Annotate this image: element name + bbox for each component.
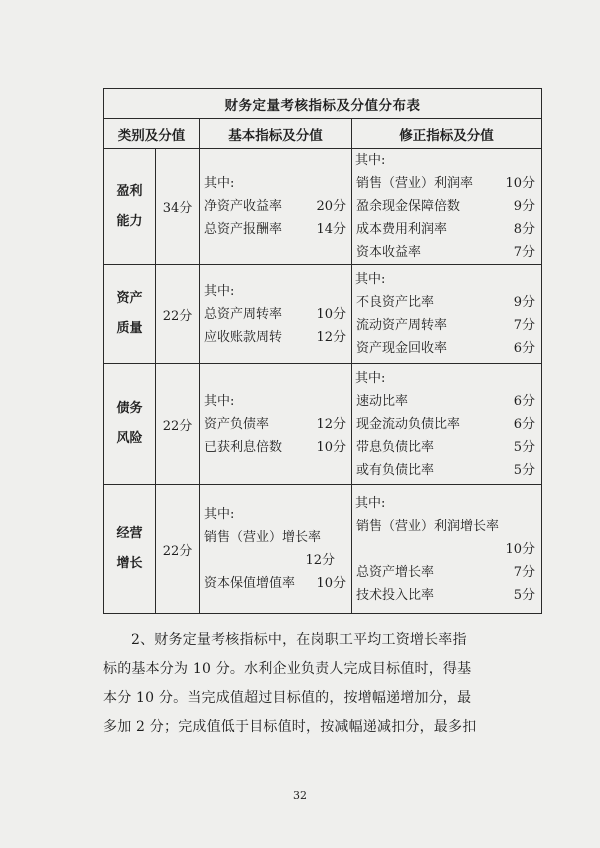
indicator-name: 总资产周转率 bbox=[204, 306, 283, 322]
table-row bbox=[104, 265, 542, 364]
indicator-value: 5分 bbox=[513, 439, 535, 455]
paragraph-line: 多加 2 分；完成值低于目标值时，按减幅递减扣分，最多扣 bbox=[103, 719, 477, 735]
modified-cell bbox=[352, 364, 542, 485]
indicator-name: 净资产收益率 bbox=[204, 199, 283, 214]
indicator-name: 应收账款周转 bbox=[204, 329, 283, 345]
basic-item bbox=[204, 218, 351, 241]
mod-item bbox=[352, 172, 541, 195]
basic-item bbox=[204, 572, 351, 595]
indicator-name: 销售（营业）利润率 bbox=[356, 176, 474, 191]
indicator-name: 现金流动负债比率 bbox=[356, 416, 461, 432]
mod-item bbox=[352, 218, 541, 241]
header-modified: 修正指标及分值 bbox=[352, 119, 542, 149]
mod-item bbox=[352, 584, 541, 607]
mod-item bbox=[352, 337, 541, 360]
basic-intro: 其中: bbox=[204, 283, 235, 299]
basic-item bbox=[204, 436, 351, 459]
mod-item bbox=[352, 195, 541, 218]
score-cell: 22分 bbox=[156, 364, 200, 485]
mod-item-name: 销售（营业）利润增长率 bbox=[356, 518, 500, 534]
table-row bbox=[104, 485, 542, 614]
score-cell: 34分 bbox=[156, 149, 200, 265]
mod-item bbox=[352, 314, 541, 337]
mod-item bbox=[352, 561, 541, 584]
category-line: 盈利 bbox=[116, 183, 143, 199]
indicator-value: 5分 bbox=[513, 587, 535, 603]
indicator-name: 带息负债比率 bbox=[356, 439, 435, 455]
modified-cell bbox=[352, 485, 542, 614]
category-line: 债务 bbox=[116, 401, 143, 416]
score-cell: 22分 bbox=[156, 485, 200, 614]
basic-cell bbox=[200, 265, 352, 364]
indicator-name: 资产负债率 bbox=[204, 416, 270, 432]
indicator-name: 速动比率 bbox=[356, 393, 409, 409]
mod-intro: 其中: bbox=[355, 272, 386, 287]
category-line: 能力 bbox=[116, 213, 143, 229]
basic-intro: 其中: bbox=[204, 507, 235, 522]
score-cell: 22分 bbox=[156, 265, 200, 364]
indicator-value: 20分 bbox=[316, 199, 346, 214]
mod-item bbox=[352, 291, 541, 314]
category-line: 风险 bbox=[116, 431, 143, 446]
mod-item bbox=[352, 241, 541, 264]
indicator-value: 8分 bbox=[513, 222, 535, 237]
category-cell bbox=[104, 265, 156, 364]
category-line: 增长 bbox=[116, 556, 143, 571]
indicator-name: 流动资产周转率 bbox=[356, 318, 448, 333]
basic-item bbox=[204, 195, 351, 218]
mod-item bbox=[352, 459, 541, 482]
basic-cell bbox=[200, 149, 352, 265]
indicator-name: 盈余现金保障倍数 bbox=[356, 199, 461, 214]
indicator-value: 6分 bbox=[513, 341, 535, 356]
mod-item bbox=[352, 413, 541, 436]
basic-item-name: 销售（营业）增长率 bbox=[204, 530, 322, 545]
indicator-value: 7分 bbox=[513, 564, 535, 580]
modified-cell bbox=[352, 149, 542, 265]
basic-item-value: 12分 bbox=[305, 553, 335, 568]
indicator-value: 10分 bbox=[316, 306, 346, 322]
indicator-value: 12分 bbox=[316, 329, 346, 345]
body-paragraph bbox=[103, 626, 543, 742]
indicator-name: 或有负债比率 bbox=[356, 462, 435, 478]
indicator-value: 10分 bbox=[316, 576, 346, 591]
category-line: 质量 bbox=[116, 321, 143, 336]
indicator-value: 9分 bbox=[513, 199, 535, 214]
modified-cell bbox=[352, 265, 542, 364]
basic-item bbox=[204, 413, 351, 436]
indicator-name: 资本收益率 bbox=[356, 245, 422, 260]
indicator-value: 5分 bbox=[513, 462, 535, 478]
basic-cell bbox=[200, 485, 352, 614]
indicator-name: 资产现金回收率 bbox=[356, 341, 448, 356]
indicator-value: 10分 bbox=[505, 176, 535, 191]
mod-intro: 其中: bbox=[355, 153, 386, 168]
mod-item bbox=[352, 390, 541, 413]
basic-item bbox=[204, 303, 351, 326]
header-basic: 基本指标及分值 bbox=[200, 119, 352, 149]
category-line: 经营 bbox=[116, 526, 143, 541]
mod-intro: 其中: bbox=[355, 495, 386, 511]
financial-indicators-table bbox=[103, 88, 542, 614]
indicator-value: 12分 bbox=[316, 416, 346, 432]
paragraph-line: 标的基本分为 10 分。水利企业负责人完成目标值时，得基 bbox=[103, 661, 472, 677]
indicator-value: 14分 bbox=[316, 222, 346, 237]
basic-item bbox=[204, 326, 351, 349]
paragraph-line: 2、财务定量考核指标中，在岗职工平均工资增长率指 bbox=[131, 632, 467, 648]
basic-cell bbox=[200, 364, 352, 485]
table-title: 财务定量考核指标及分值分布表 bbox=[104, 89, 542, 119]
indicator-name: 总资产增长率 bbox=[356, 564, 435, 580]
indicator-name: 不良资产比率 bbox=[356, 295, 435, 310]
category-cell bbox=[104, 485, 156, 614]
category-cell bbox=[104, 149, 156, 265]
category-line: 资产 bbox=[116, 291, 143, 306]
indicator-value: 10分 bbox=[316, 439, 346, 455]
indicator-name: 成本费用利润率 bbox=[356, 222, 448, 237]
paragraph-line: 本分 10 分。当完成值超过目标值的，按增幅递增加分，最 bbox=[103, 690, 472, 706]
indicator-value: 6分 bbox=[513, 416, 535, 432]
page-number: 32 bbox=[293, 789, 307, 802]
indicator-name: 资本保值增值率 bbox=[204, 576, 296, 591]
indicator-value: 9分 bbox=[513, 295, 535, 310]
indicator-value: 7分 bbox=[513, 318, 535, 333]
indicator-name: 已获利息倍数 bbox=[204, 439, 283, 455]
category-cell bbox=[104, 364, 156, 485]
basic-intro: 其中: bbox=[204, 176, 235, 191]
indicator-value: 6分 bbox=[513, 393, 535, 409]
table-row bbox=[104, 364, 542, 485]
indicator-value: 7分 bbox=[513, 245, 535, 260]
indicator-name: 技术投入比率 bbox=[356, 587, 435, 603]
header-category: 类别及分值 bbox=[104, 119, 200, 149]
mod-intro: 其中: bbox=[355, 370, 386, 386]
mod-item bbox=[352, 436, 541, 459]
indicator-name: 总资产报酬率 bbox=[204, 222, 283, 237]
basic-intro: 其中: bbox=[204, 393, 235, 409]
table-row bbox=[104, 149, 542, 265]
mod-item-value: 10分 bbox=[505, 541, 535, 557]
